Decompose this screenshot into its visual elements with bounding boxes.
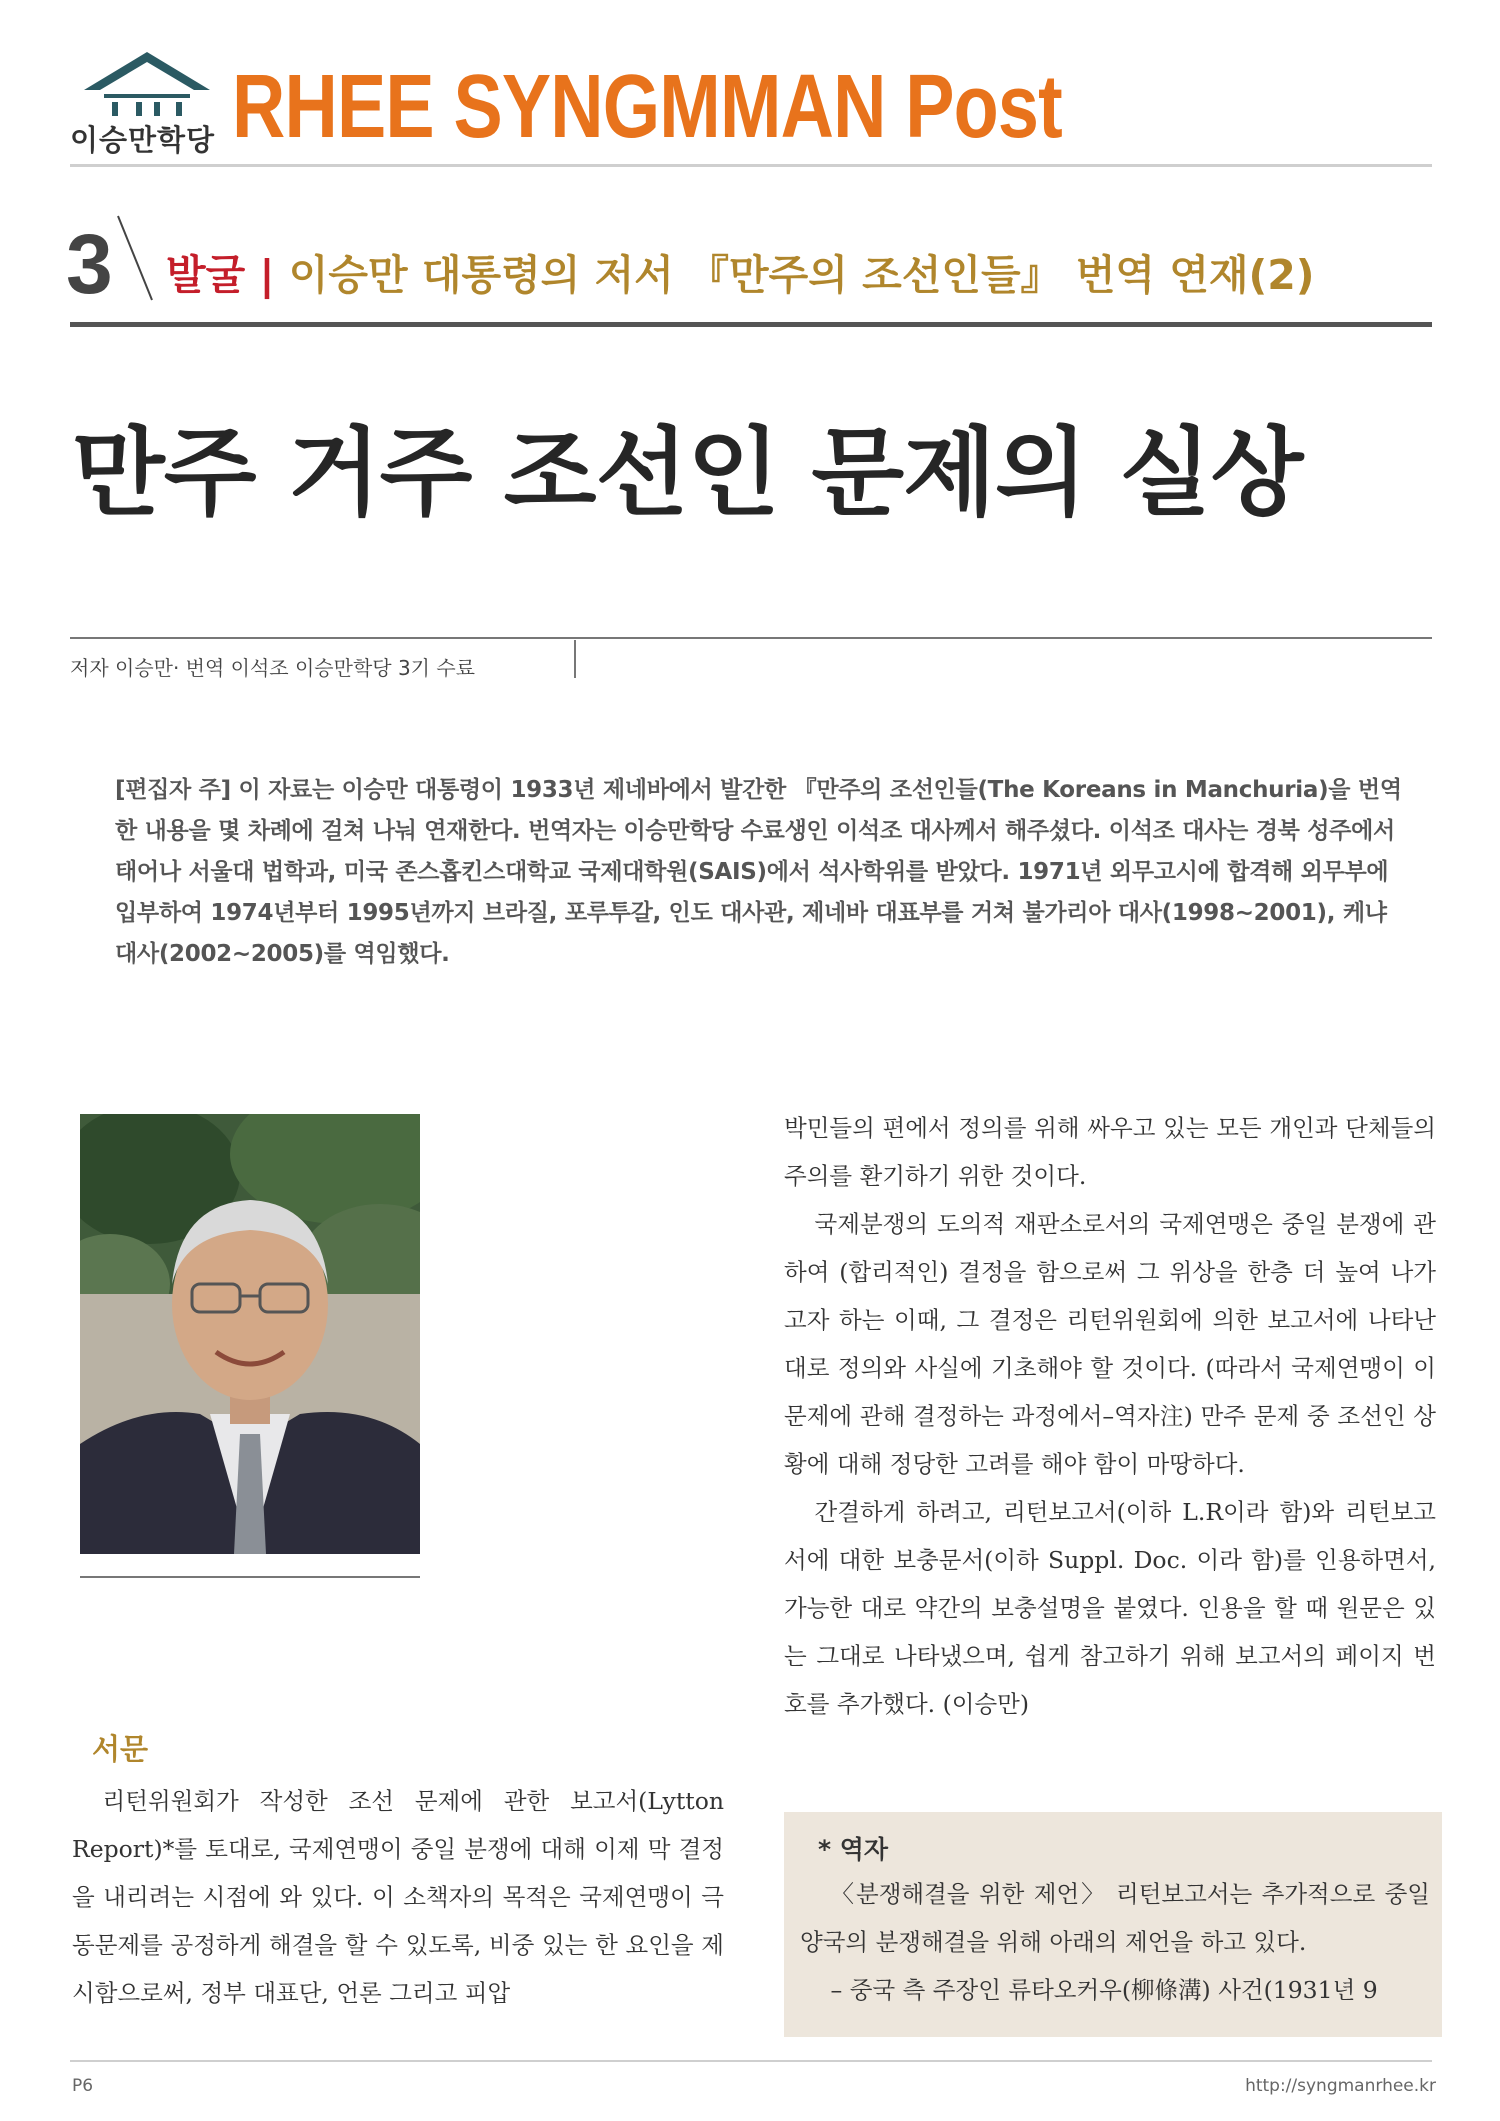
section-subtitle: 이승만 대통령의 저서 『만주의 조선인들』 번역 연재(2) xyxy=(288,251,1315,299)
body-paragraph: 리턴위원회가 작성한 조선 문제에 관한 보고서(Lytton Report)*를 토대로, 국제연맹이 중일 분쟁에 대해 이제 막 결정을 내리려는 시점에 와 있다. 이 소책자의 목적은 국제연맹이 극동문제를 공정하게 해결을 할 수 있도록, 비중 있는 한 요인을 제시함으로써, 정부 대표단, 언론 그리고 피압 xyxy=(72,1787,724,2007)
preface-subheading: 서문 xyxy=(92,1732,149,1766)
left-column xyxy=(72,1777,724,2017)
byline-divider xyxy=(574,640,576,678)
editor-note: [편집자 주] 이 자료는 이승만 대통령이 1933년 제네바에서 발간한 『만주의 조선인들(The Koreans in Manchuria)을 번역한 내용을 몇 차례에 걸쳐 나눠 연재한다. 번역자는 이승만학당 수료생인 이석조 대사께서 해주셨다. 이석조 대사는 경북 성주에서 태어나 서울대 법학과, 미국 존스홉킨스대학교 국제대학원(SAIS)에서 석사학위를 받았다. 1971년 외무고시에 합격해 외무부에 입부하여 1974년부터 1995년까지 브라질, 포루투갈, 인도 대사관, 제네바 대표부를 거쳐 불가리아 대사(1998~2001), 케냐 대사(2002~2005)를 역임했다. xyxy=(115,777,1402,967)
logo-icon xyxy=(78,48,216,118)
right-column xyxy=(784,1104,1436,1728)
body-paragraph: 국제분쟁의 도의적 재판소로서의 국제연맹은 중일 분쟁에 관하여 (합리적인) 결정을 함으로써 그 위상을 한층 더 높여 나가고자 하는 이때, 그 결정은 리턴위원회에 의한 보고서에 나타난 대로 정의와 사실에 기초해야 할 것이다. (따라서 국제연맹이 이 문제에 관해 결정하는 과정에서–역자注) 만주 문제 중 조선인 상황에 대해 정당한 고려를 해야 함이 마땅하다. xyxy=(784,1210,1436,1478)
page-number: P6 xyxy=(72,2076,94,2096)
section-separator: | xyxy=(259,251,275,299)
article-headline: 만주 거주 조선인 문제의 실상 xyxy=(72,417,1303,529)
byline-rule xyxy=(70,637,1432,639)
logo-text: 이승만학당 xyxy=(70,123,216,157)
translator-note-body xyxy=(800,1870,1430,2014)
header-rule xyxy=(70,164,1432,167)
footer-url: http://syngmanrhee.kr xyxy=(1245,2076,1436,2096)
section-label: 발굴 xyxy=(166,251,246,299)
section-rule xyxy=(70,322,1432,327)
author-portrait-photo xyxy=(80,1114,420,1554)
translator-note-title: * 역자 xyxy=(818,1835,889,1864)
body-paragraph: 간결하게 하려고, 리턴보고서(이하 L.R이라 함)와 리턴보고서에 대한 보충문서(이하 Suppl. Doc. 이라 함)를 인용하면서, 가능한 대로 약간의 보충설명을 붙였다. 인용을 할 때 원문은 있는 그대로 나타냈으며, 쉽게 참고하기 위해 보고서의 페이지 번호를 추가했다. (이승만) xyxy=(784,1498,1436,1718)
note-paragraph: – 중국 측 주장인 류타오커우(柳條溝) 사건(1931년 9 xyxy=(830,1976,1378,2004)
masthead-title: RHEE SYNGMMAN Post xyxy=(232,57,1062,157)
body-paragraph: 박민들의 편에서 정의를 위해 싸우고 있는 모든 개인과 단체들의 주의를 환기하기 위한 것이다. xyxy=(784,1114,1436,1190)
photo-caption-rule xyxy=(80,1576,420,1578)
byline: 저자 이승만· 번역 이석조 이승만학당 3기 수료 xyxy=(70,656,475,680)
note-paragraph: 〈분쟁해결을 위한 제언〉 리턴보고서는 추가적으로 중일 양국의 분쟁해결을 위해 아래의 제언을 하고 있다. xyxy=(800,1880,1430,1956)
section-number: 3 xyxy=(66,217,113,311)
footer-rule xyxy=(70,2060,1432,2062)
section-slash-divider xyxy=(114,214,156,304)
section-heading xyxy=(166,252,1315,299)
